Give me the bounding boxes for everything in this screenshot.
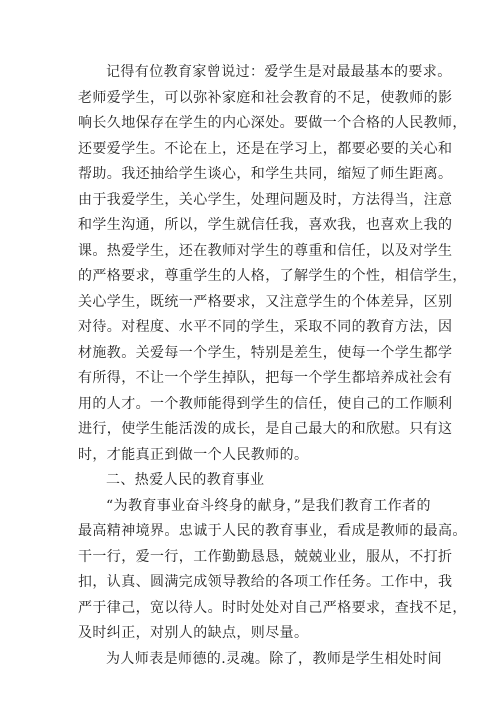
paragraph-line: 严于律己，宽以待人。时时处处对自己严格要求，查找不足， — [78, 599, 467, 616]
paragraph-line: 为人师表是师德的.灵魂。除了，教师是学生相处时间 — [106, 650, 443, 667]
paragraph-line: 帮助。我还抽给学生谈心，和学生共同，缩短了师生距离。 — [78, 166, 453, 182]
paragraph-line: 课。热爱学生，还在教师对学生的尊重和信任，以及对学生 — [78, 242, 453, 259]
paragraph-line: 关心学生，既统一严格要求，又注意学生的个体差异，区别 — [78, 293, 453, 310]
paragraph-line: 还要爱学生。不论在上，还是在学习上，都要必要的关心和 — [78, 140, 453, 157]
paragraph-line: 进行，使学生能活泼的成长，是自己最大的和欣慰。只有这 — [78, 421, 453, 437]
paragraph-line: 老师爱学生，可以弥补家庭和社会教育的不足，使教师的影 — [78, 89, 453, 106]
paragraph-line: 响长久地保存在学生的内心深处。要做一个合格的人民教师， — [78, 115, 467, 131]
paragraph-line: 及时纠正，对别人的缺点，则尽量。 — [78, 625, 309, 641]
paragraph-line: 对待。对程度、水平不同的学生，采取不同的教育方法，因 — [78, 319, 453, 335]
section-heading: 二、热爱人民的教育事业 — [106, 472, 265, 488]
paragraph-line: 的严格要求，尊重学生的人格，了解学生的个性，相信学生， — [78, 268, 467, 284]
paragraph-line: 时，才能真正到做一个人民教师的。 — [78, 446, 309, 463]
paragraph-line: 用的人才。一个教师能得到学生的信任，使自己的工作顺利 — [78, 395, 453, 412]
paragraph-line: 和学生沟通，所以，学生就信任我，喜欢我，也喜欢上我的 — [78, 217, 453, 233]
paragraph-line: 扣，认真、圆满完成领导教给的各项工作任务。工作中，我 — [78, 574, 453, 590]
paragraph-line: 由于我爱学生，关心学生，处理问题及时，方法得当，注意 — [78, 191, 453, 208]
paragraph-role-model — [78, 647, 443, 673]
paragraph-line: 记得有位教育家曾说过：爱学生是对最最基本的要求。 — [106, 64, 452, 80]
document-body — [78, 60, 467, 672]
paragraph-line: “为教育事业奋斗终身的献身，”是我们教育工作者的 — [106, 497, 431, 514]
paragraph-line: 干一行，爱一行，工作勤勤恳恳，兢兢业业，服从，不打折 — [78, 548, 453, 565]
paragraph-line: 最高精神境界。忠诚于人民的教育事业，看成是教师的最高。 — [78, 523, 467, 539]
paragraph-line: 有所得，不让一个学生掉队，把每一个学生都培养成社会有 — [78, 370, 453, 386]
paragraph-education-cause — [78, 494, 467, 647]
paragraph-love-students — [78, 60, 467, 468]
paragraph-line: 材施教。关爱每一个学生，特别是差生，使每一个学生都学 — [78, 344, 453, 361]
